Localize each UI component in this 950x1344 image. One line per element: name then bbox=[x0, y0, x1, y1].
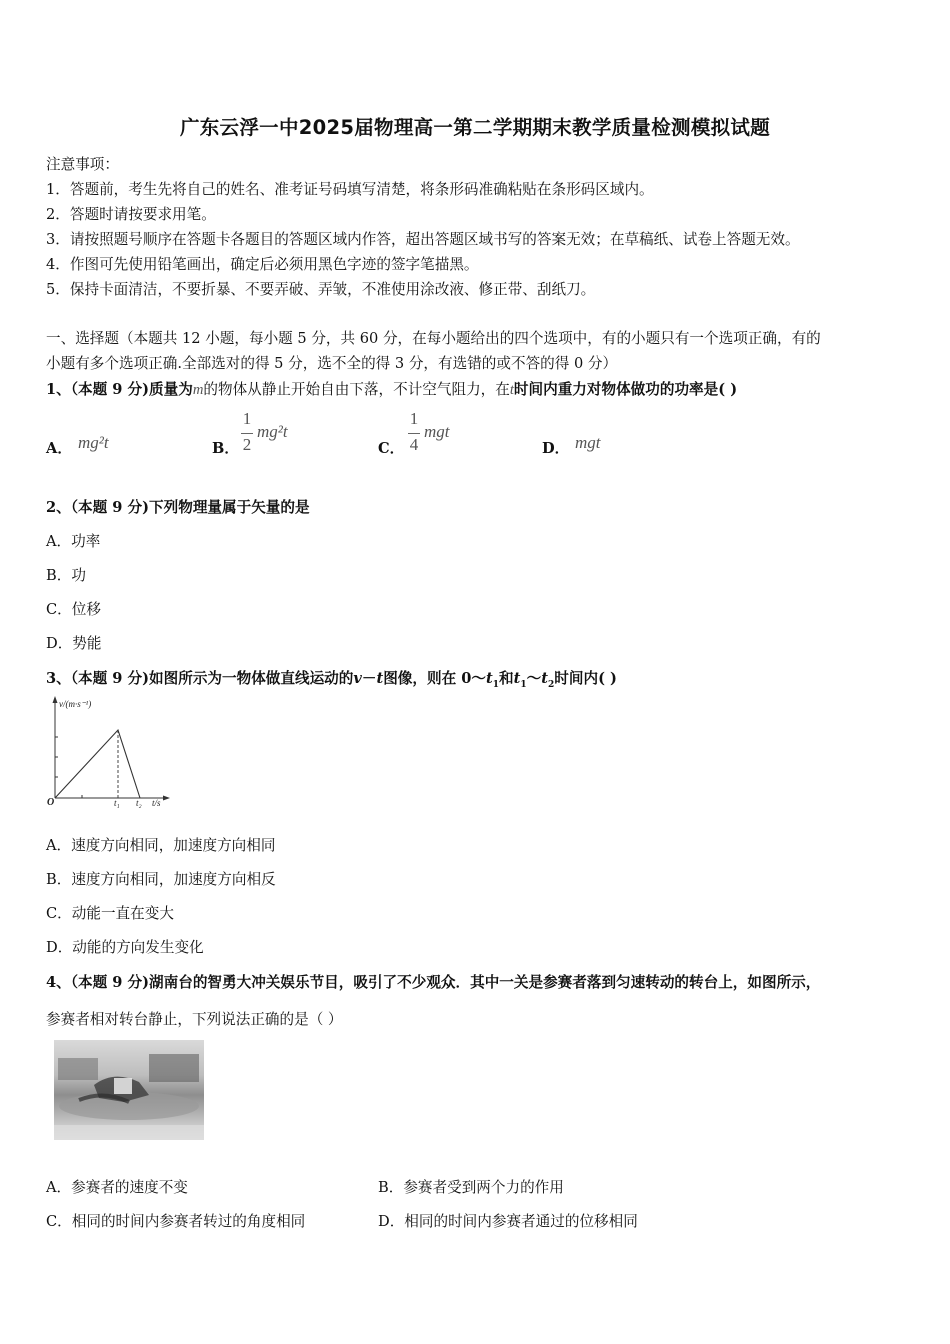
q1-option-c-denominator: 4 bbox=[409, 435, 419, 454]
page-title: 广东云浮一中2025届物理高一第二学期期末教学质量检测模拟试题 bbox=[179, 116, 771, 139]
q3-stem-t: t bbox=[376, 670, 384, 687]
q3-stem-dash: － bbox=[361, 670, 377, 687]
q1-option-d-expr: mgt bbox=[575, 433, 601, 452]
q3-option-d: D．动能的方向发生变化 bbox=[46, 939, 204, 956]
q1-var-t: t bbox=[509, 382, 514, 398]
q1-mid: 的物体从静止开始自由下落，不计空气阻力，在 bbox=[203, 381, 510, 398]
q4-option-b: B．参赛者受到两个力的作用 bbox=[378, 1179, 564, 1196]
notice-item: 2．答题时请按要求用笔。 bbox=[46, 206, 216, 223]
q1-prefix: 1、（本题 9 分)质量为 bbox=[46, 381, 193, 398]
q1-option-b-label: B． bbox=[212, 440, 239, 457]
q3-sub2: 2 bbox=[548, 679, 555, 690]
q3-t1: t bbox=[486, 670, 493, 687]
q3-t1b: t bbox=[513, 670, 521, 687]
q1-option-b-denominator: 2 bbox=[242, 435, 252, 454]
q1-option-d-label: D． bbox=[542, 440, 570, 457]
q1-option-c-label: C． bbox=[378, 440, 405, 457]
turntable-photo bbox=[54, 1040, 204, 1140]
q3-t2: t bbox=[541, 670, 549, 687]
q4-stem-line2: 参赛者相对转台静止，下列说法正确的是（ ） bbox=[46, 1011, 343, 1028]
notice-item: 1．答题前，考生先将自己的姓名、准考证号码填写清楚，将条形码准确粘贴在条形码区域内。 bbox=[46, 181, 654, 198]
q3-stem-a: 3、（本题 9 分)如图所示为一物体做直线运动的 bbox=[46, 670, 354, 687]
q2-option-d: D．势能 bbox=[46, 635, 102, 652]
vt-line bbox=[55, 730, 140, 798]
vt-graph bbox=[44, 694, 174, 812]
q2-option-b: B．功 bbox=[46, 567, 86, 584]
y-axis-arrow bbox=[53, 696, 58, 703]
graph-xlabel: t/s bbox=[152, 798, 161, 808]
notice-item: 3．请按照题号顺序在答题卡各题目的答题区域内作答，超出答题区域书写的答案无效；在草稿纸、试卷上答题无效。 bbox=[46, 231, 800, 248]
q3-stem-e: 时间内( ) bbox=[554, 670, 617, 687]
q3-sub1: 1 bbox=[492, 679, 500, 690]
q2-option-c: C．位移 bbox=[46, 601, 101, 618]
x-axis-arrow bbox=[163, 796, 170, 801]
graph-ylabel: v/(m·s⁻¹) bbox=[59, 699, 92, 709]
q1-option-b-expr: mg²t bbox=[257, 422, 288, 441]
q3-stem-d: ～ bbox=[526, 670, 542, 687]
notice-item: 4．作图可先使用铅笔画出，确定后必须用黑色字迹的签字笔描黑。 bbox=[46, 256, 479, 273]
q1-option-c-fraction-bar bbox=[408, 433, 420, 434]
q3-option-c: C．动能一直在变大 bbox=[46, 905, 174, 922]
q2-stem: 2、（本题 9 分)下列物理量属于矢量的是 bbox=[46, 499, 310, 516]
q1-stem bbox=[46, 378, 737, 399]
q3-stem-c: 和 bbox=[499, 670, 514, 687]
q3-stem-b: 图像，则在 0～ bbox=[383, 670, 487, 687]
notice-heading: 注意事项： bbox=[46, 156, 119, 173]
q1-option-a-label: A． bbox=[46, 440, 72, 457]
section-heading-line1: 一、选择题（本题共 12 小题，每小题 5 分，共 60 分，在每小题给出的四个选项中，有的小题只有一个选项正确，有的 bbox=[46, 330, 821, 347]
q3-option-a: A．速度方向相同，加速度方向相同 bbox=[46, 837, 276, 854]
q3-option-b: B．速度方向相同，加速度方向相反 bbox=[46, 871, 276, 888]
graph-t1-label: t₁ bbox=[114, 798, 120, 808]
graph-origin: O bbox=[47, 797, 55, 808]
q4-option-a: A．参赛者的速度不变 bbox=[46, 1179, 188, 1196]
q1-option-c-numerator: 1 bbox=[409, 409, 419, 428]
q4-option-d: D．相同的时间内参赛者通过的位移相同 bbox=[378, 1213, 638, 1230]
graph-t2-label: t₂ bbox=[136, 798, 142, 808]
q1-suffix: 时间内重力对物体做功的功率是( ) bbox=[513, 381, 738, 398]
notice-item: 5．保持卡面清洁，不要折暴、不要弄破、弄皱，不准使用涂改液、修正带、刮纸刀。 bbox=[46, 281, 596, 298]
q1-var-m: m bbox=[192, 382, 204, 398]
q1-option-c-expr: mgt bbox=[424, 422, 450, 441]
q4-stem-line1: 4、（本题 9 分)湖南台的智勇大冲关娱乐节目，吸引了不少观众．其中一关是参赛者落到匀速转动的转台上，如图所示， bbox=[46, 974, 821, 991]
q1-option-b-numerator: 1 bbox=[242, 409, 252, 428]
q4-option-c: C．相同的时间内参赛者转过的角度相同 bbox=[46, 1213, 306, 1230]
q3-stem bbox=[46, 667, 617, 690]
q3-sub1b: 1 bbox=[520, 679, 527, 690]
q1-option-a-expr: mg²t bbox=[78, 433, 109, 452]
q1-option-b-fraction-bar bbox=[241, 433, 253, 434]
q2-option-a: A．功率 bbox=[46, 533, 101, 550]
q3-stem-v: v bbox=[353, 670, 362, 687]
section-heading-line2: 小题有多个选项正确.全部选对的得 5 分，选不全的得 3 分，有选错的或不答的得 0 分） bbox=[46, 355, 618, 372]
